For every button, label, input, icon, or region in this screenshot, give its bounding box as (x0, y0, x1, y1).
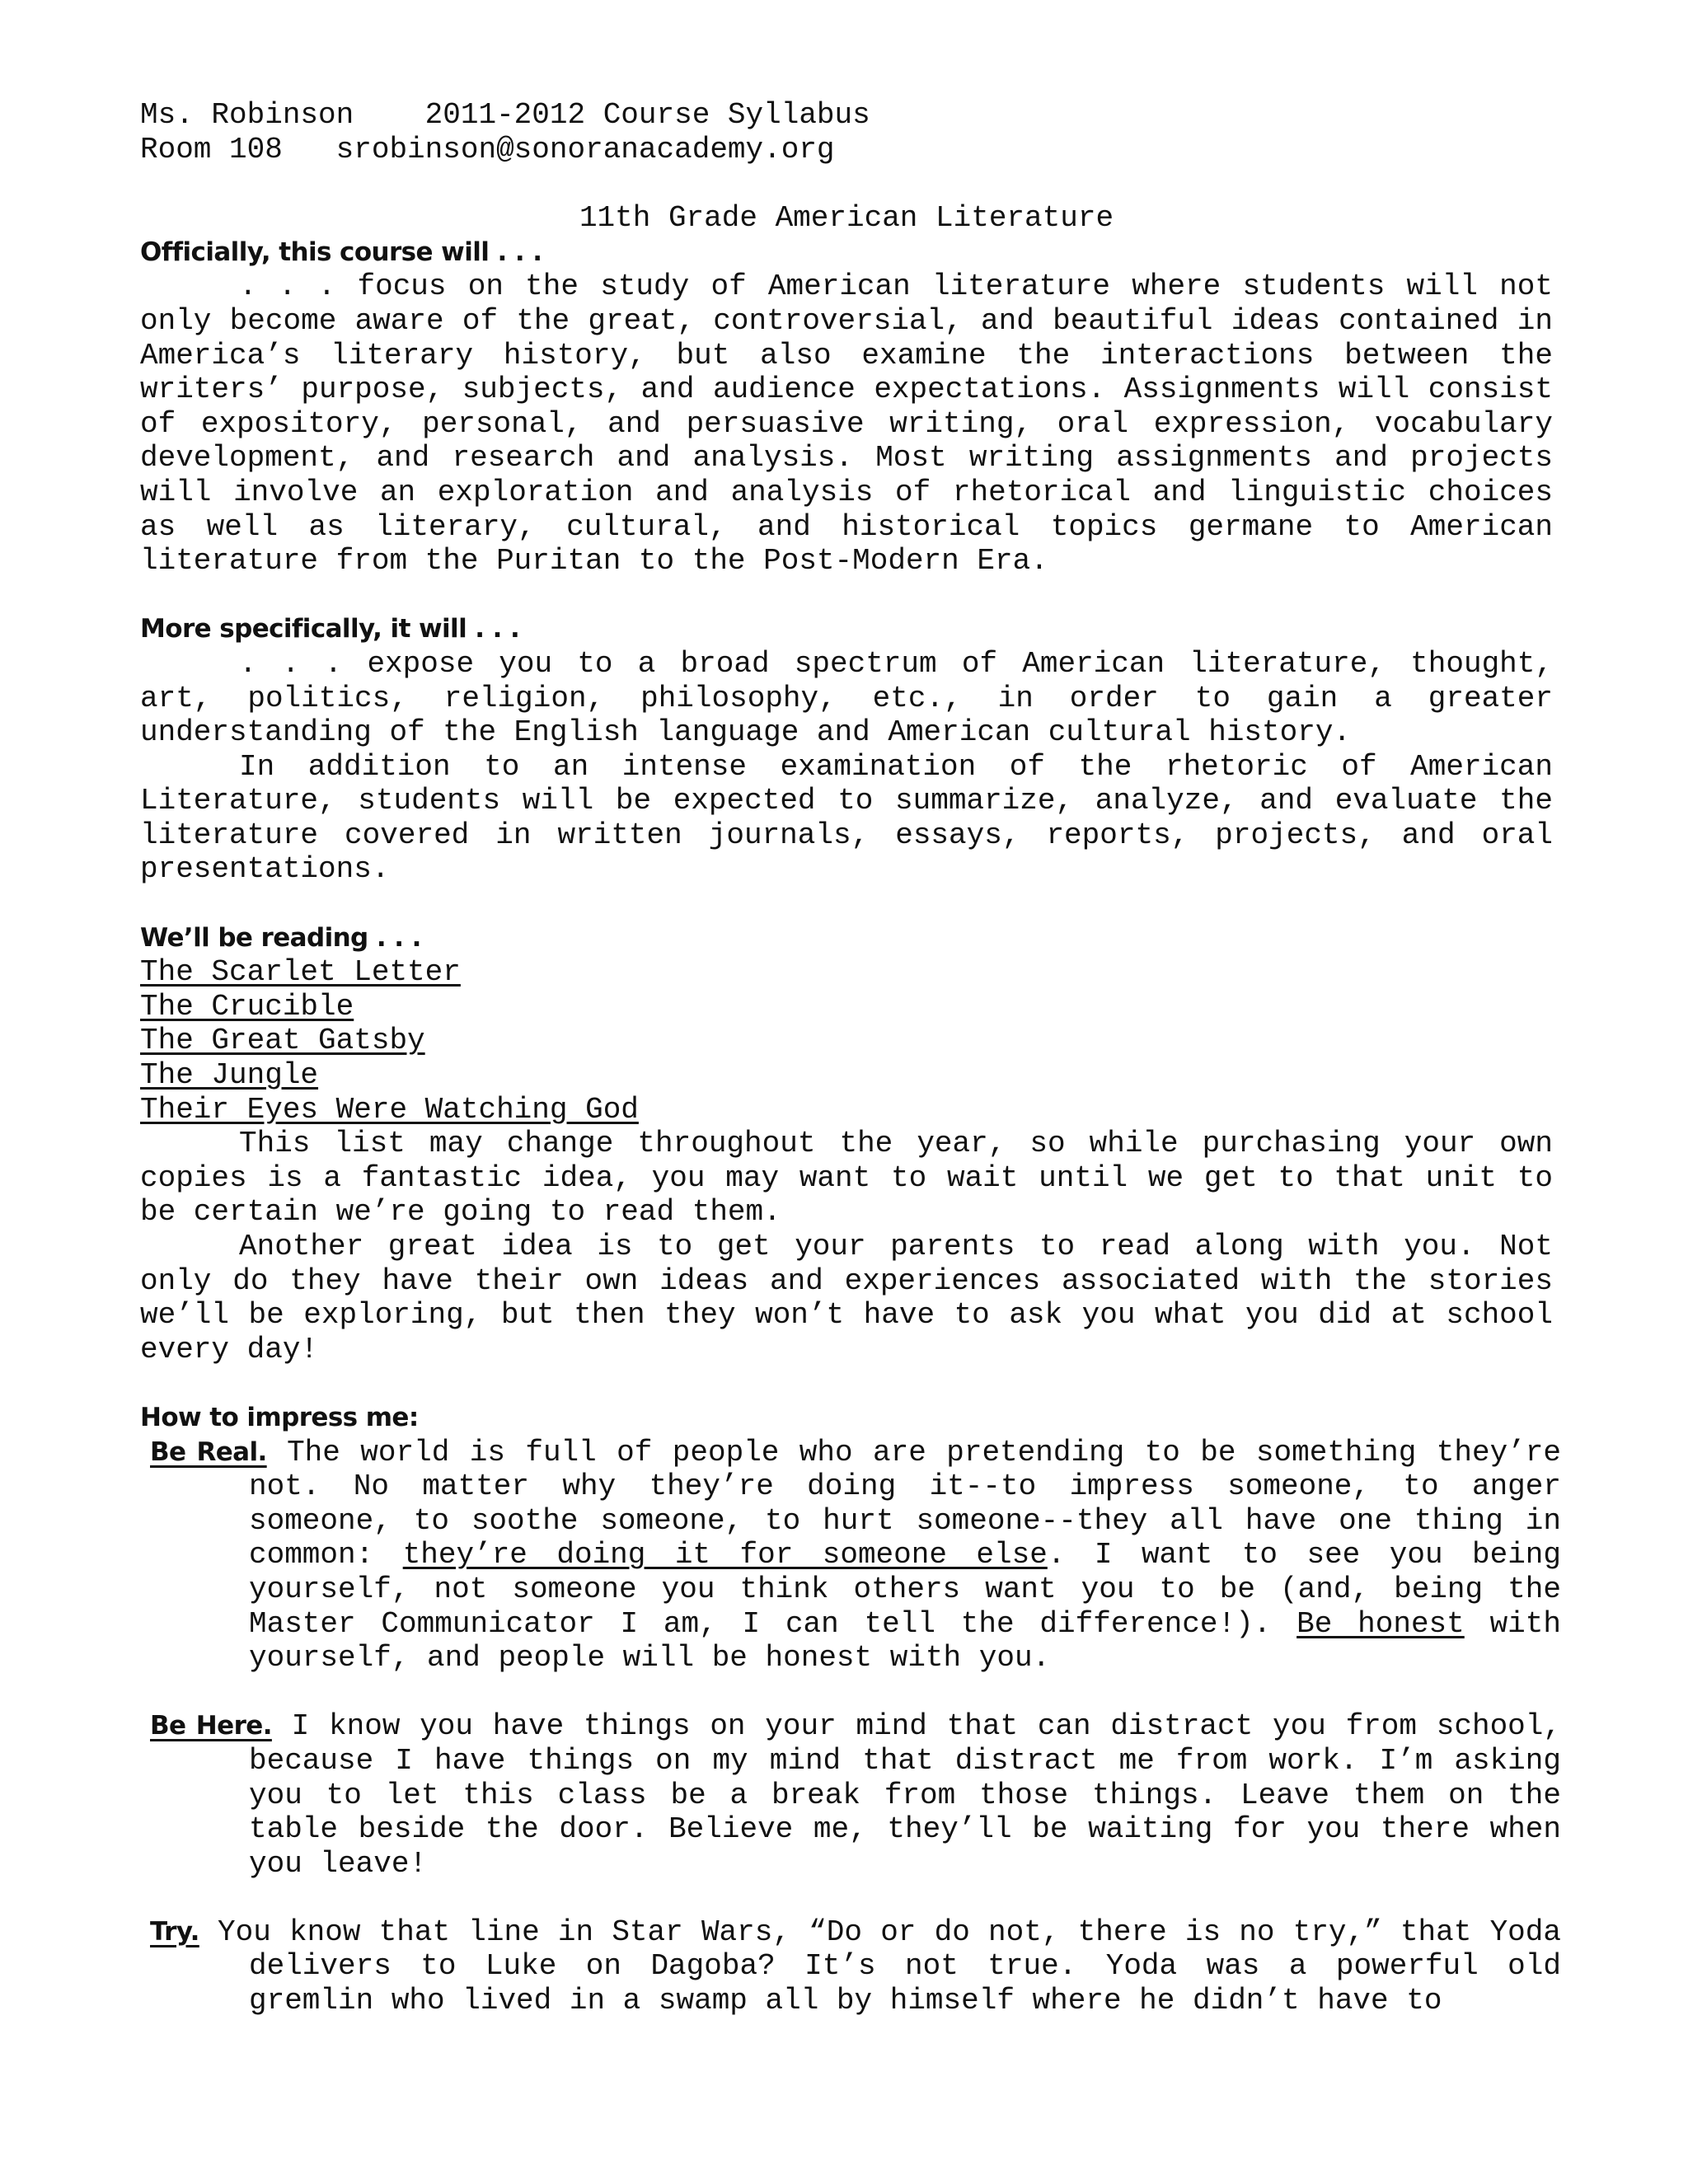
item-lead: Be Here. (150, 1711, 272, 1741)
book-title: The Scarlet Letter (140, 955, 461, 990)
section-reading (140, 921, 1553, 1367)
document-body (140, 98, 1562, 2018)
item-lead: Try. (150, 1916, 199, 1947)
item-text: . I want to see you being yourself, not someone you think others want you to be (and, being the Master Communicator I am, I can tell the difference!). (249, 1538, 1562, 1641)
section-officially (140, 236, 1553, 579)
section-heading: We’ll be reading . . . (140, 922, 421, 953)
section-heading: Officially, this course will . . . (140, 237, 542, 267)
try-item (140, 1915, 1561, 2018)
book-title: The Crucible (140, 989, 354, 1024)
section-specifically (140, 612, 1553, 887)
book-title: Their Eyes Were Watching God (140, 1092, 639, 1127)
item-text: You know that line in Star Wars, “Do or do not, there is no try,” that Yoda delivers to Luke on Dagoba? It’s not true. Yoda was a powerful old gremlin who lived in a swamp all by himself where he didn’t have to (199, 1915, 1561, 2018)
item-text: with yourself, and people will be honest with you. (249, 1606, 1561, 1675)
teacher-name-line: Ms. Robinson 2011-2012 Course Syllabus (140, 98, 870, 132)
item-text: The world is full of people who are pretending to be something they’re not. No matter why they’re doing it--to impress someone, to anger someone, to soothe someone, to hurt someone--they all have one thing in common: (249, 1435, 1561, 1572)
section-heading: How to impress me: (140, 1402, 419, 1432)
assessment-paragraph: In addition to an intense examination of the rhetoric of American Literature, students will be expected to summarize, analyze, and evaluate the literature covered in written journals, essays, reports, projects, and oral presentations. (140, 749, 1553, 887)
section-heading: More specifically, it will . . . (140, 614, 520, 644)
be-real-item (140, 1436, 1561, 1675)
course-title: 11th Grade American Literature (579, 201, 1114, 236)
book-list (140, 955, 1553, 1127)
header-block (140, 98, 1553, 166)
course-description: . . . focus on the study of American literature where students will not only become aware of the great, controversial, and beautiful ideas contained in America’s literary history, but also examine the interactions between the writers’ purpose, subjects, and audience expectations. Assignments will consist of expository, personal, and persuasive writing, oral expression, vocabulary development, and research and analysis. Most writing assignments and projects will involve an exploration and analysis of rhetorical and linguistic choices as well as literary, cultural, and historical topics germane to American literature from the Puritan to the Post-Modern Era. (140, 269, 1553, 579)
section-impress (140, 1401, 1562, 2018)
list-change-paragraph: This list may change throughout the year, so while purchasing your own copies is a fantastic idea, you may want to wait until we get to that unit to be certain we’re going to read them. (140, 1127, 1553, 1230)
item-lead: Be Real. (150, 1436, 267, 1467)
underlined-phrase: Be honest (1296, 1606, 1465, 1641)
room-email-line: Room 108 srobinson@sonoranacademy.org (140, 132, 835, 166)
item-text: I know you have things on your mind that can distract you from school, because I have things on my mind that distract me from work. I’m asking you to let this class be a break from those things. Leave them on the table beside the door. Believe me, they’ll be waiting for you there when you leave! (249, 1709, 1561, 1881)
book-title: The Great Gatsby (140, 1024, 425, 1058)
be-here-item (140, 1709, 1561, 1881)
book-title: The Jungle (140, 1058, 319, 1093)
underlined-phrase: they’re doing it for someone else (402, 1538, 1048, 1572)
specific-goals-paragraph: . . . expose you to a broad spectrum of American literature, thought, art, politics, religion, philosophy, etc., in order to gain a greater understanding of the English language and American cultural history. (140, 646, 1553, 750)
parents-paragraph: Another great idea is to get your parents to read along with you. Not only do they have their own ideas and experiences associated with the stories we’ll be exploring, but then they won’t have to ask you what you did at school every day! (140, 1230, 1553, 1366)
